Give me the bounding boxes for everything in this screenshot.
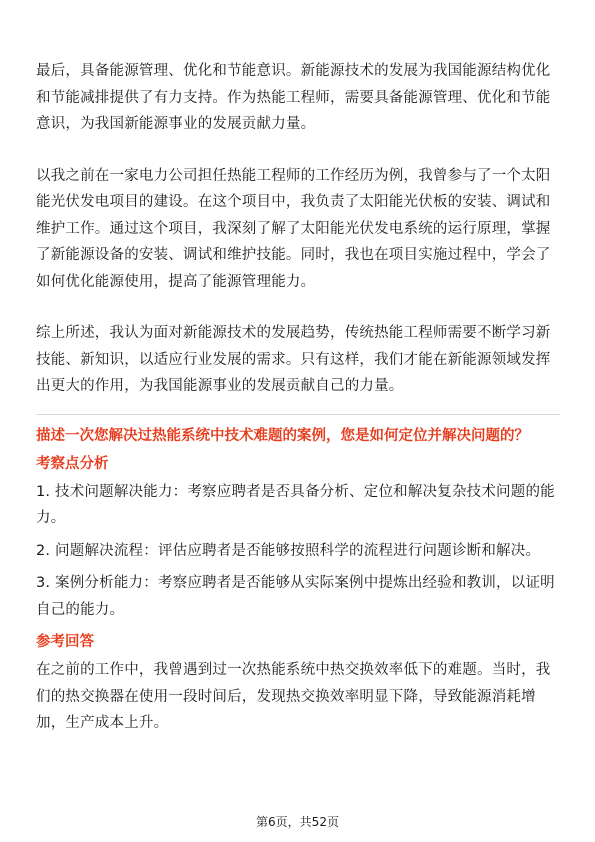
body-paragraph: 以我之前在一家电力公司担任热能工程师的工作经历为例，我曾参与了一个太阳能光伏发电项目的建设。在这个项目中，我负责了太阳能光伏板的安装、调试和维护工作。通过这个项目，我深刻了解了太阳能光伏发电系统的运行原理，掌握了新能源设备的安装、调试和维护技能。同时，我也在项目实施过程中，学会了如何优化能源使用，提高了能源管理能力。	[36, 167, 551, 290]
page-number: 第6页，共52页	[256, 815, 339, 829]
reference-answer-text: 在之前的工作中，我曾遇到过一次热能系统中热交换效率低下的难题。当时，我们的热交换器在使用一段时间后，发现热交换效率明显下降，导致能源消耗增加，生产成本上升。	[36, 662, 551, 731]
document-page	[36, 58, 560, 737]
body-paragraph: 综上所述，我认为面对新能源技术的发展趋势，传统热能工程师需要不断学习新技能、新知识，以适应行业发展的需求。只有这样，我们才能在新能源领域发挥出更大的作用，为我国能源事业的发展贡献自己的力量。	[36, 325, 551, 394]
analysis-item: 2. 问题解决流程：评估应聘者是否能够按照科学的流程进行问题诊断和解决。	[36, 542, 541, 559]
analysis-item: 1. 技术问题解决能力：考察应聘者是否具备分析、定位和解决复杂技术问题的能力。	[36, 483, 555, 526]
reference-answer-heading: 参考回答	[36, 634, 94, 650]
analysis-item: 3. 案例分析能力：考察应聘者是否能够从实际案例中提炼出经验和教训，以证明自己的能力。	[36, 575, 555, 618]
analysis-heading: 考察点分析	[36, 455, 109, 472]
section-divider	[36, 414, 560, 415]
interview-question: 描述一次您解决过热能系统中技术难题的案例，您是如何定位并解决问题的？	[36, 427, 529, 444]
body-paragraph: 最后，具备能源管理、优化和节能意识。新能源技术的发展为我国能源结构优化和节能减排提供了有力支持。作为热能工程师，需要具备能源管理、优化和节能意识，为我国新能源事业的发展贡献力量。	[36, 63, 551, 132]
